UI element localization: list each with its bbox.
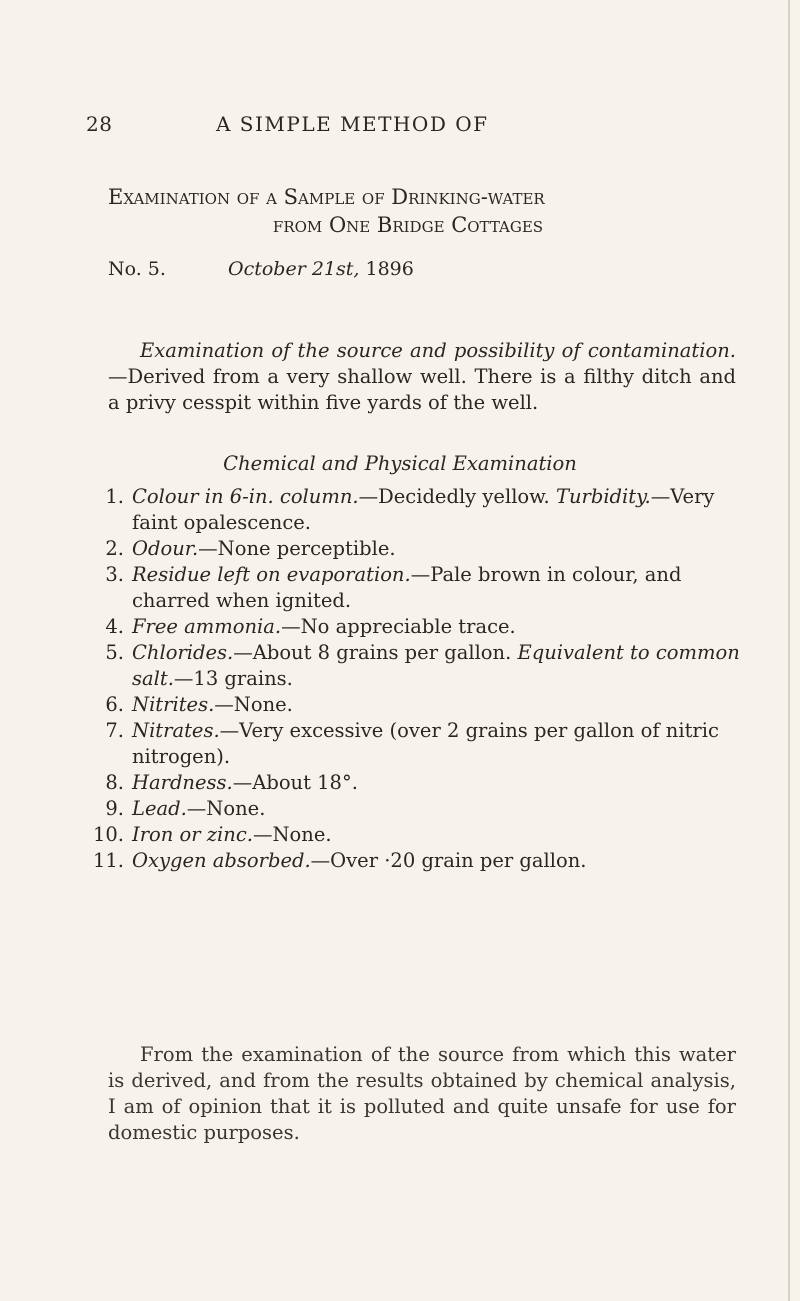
item-text: —None. [214, 693, 293, 716]
date-day: 21st, [311, 258, 360, 280]
item-label: Oxygen absorbed. [132, 849, 311, 872]
item-label: Colour in 6-in. column. [132, 485, 359, 508]
sample-date [228, 258, 414, 280]
list-item [100, 692, 740, 718]
item-number: 7. [105, 719, 124, 742]
list-item [92, 822, 740, 848]
item-text: —Pale brown in colour, and charred when ignited. [132, 563, 682, 612]
results-list [92, 484, 740, 874]
item-text: —About 8 grains per gallon. [233, 641, 512, 664]
item-number: 11. [92, 849, 124, 872]
item-number: 1. [105, 485, 124, 508]
item-label: Iron or zinc. [132, 823, 253, 846]
item-number: 6. [105, 693, 124, 716]
list-item [100, 718, 740, 770]
date-year: 1896 [365, 258, 414, 280]
item-text: —None. [252, 823, 332, 846]
item-label: Hardness. [132, 771, 233, 794]
section-heading [108, 183, 748, 239]
item-label: Lead. [132, 797, 187, 820]
examination-subheading: Chemical and Physical Examination [223, 452, 577, 475]
sample-number: No. 5. [108, 258, 166, 280]
item-number: 9. [105, 797, 124, 820]
item-text: —About 18°. [232, 771, 358, 794]
item-label: Residue left on evaporation. [132, 563, 411, 586]
list-item [92, 848, 740, 874]
list-item [100, 640, 740, 692]
item-label: Odour. [132, 537, 199, 560]
heading-line-2: from One Bridge Cottages [272, 213, 544, 237]
list-item [100, 796, 740, 822]
item-label: Nitrites. [132, 693, 215, 716]
item-label: Nitrates. [132, 719, 220, 742]
list-item [100, 562, 740, 614]
item-number: 5. [105, 641, 124, 664]
item-text: —Decidedly yellow. [358, 485, 550, 508]
source-text: —Derived from a very shallow well. There is a filthy ditch and a privy cesspit within five yards of the well. [108, 364, 736, 414]
heading-line-1: Examination of a Sample of Drinking-water [108, 185, 545, 209]
item-text: —None. [186, 797, 266, 820]
item-text: —Over ·20 grain per gallon. [310, 849, 587, 872]
page-edge-line [788, 0, 790, 1301]
conclusion-paragraph: From the examination of the source from which this water is derived, and from the results obtained by chemical analysis, I am of opinion that it is polluted and quite unsafe for use for domestic purposes. [108, 1042, 736, 1144]
item-label: Free ammonia. [132, 615, 282, 638]
list-item [100, 770, 740, 796]
list-item [100, 484, 740, 536]
item-text-2: —Very faint opalescence. [132, 485, 715, 534]
item-text: —Very excessive (over 2 grains per gallon of nitric nitrogen). [132, 719, 719, 768]
sample-meta [108, 258, 414, 280]
item-label-2: Equivalent to common salt. [132, 641, 740, 690]
source-label: Examination of the source and possibility of contamination. [140, 338, 736, 362]
date-month: October [228, 258, 306, 280]
page-number: 28 [86, 112, 113, 136]
item-text: —No appreciable trace. [281, 615, 516, 638]
item-text: —None perceptible. [198, 537, 396, 560]
source-paragraph [108, 338, 736, 416]
item-number: 8. [105, 771, 124, 794]
running-head: A SIMPLE METHOD OF [216, 112, 489, 136]
item-number: 10. [92, 823, 124, 846]
item-number: 4. [105, 615, 124, 638]
item-number: 2. [105, 537, 124, 560]
item-label: Chlorides. [132, 641, 234, 664]
item-text-2: —13 grains. [173, 667, 293, 690]
list-item [100, 614, 740, 640]
list-item [100, 536, 740, 562]
item-label-2: Turbidity. [555, 485, 651, 508]
item-number: 3. [105, 563, 124, 586]
